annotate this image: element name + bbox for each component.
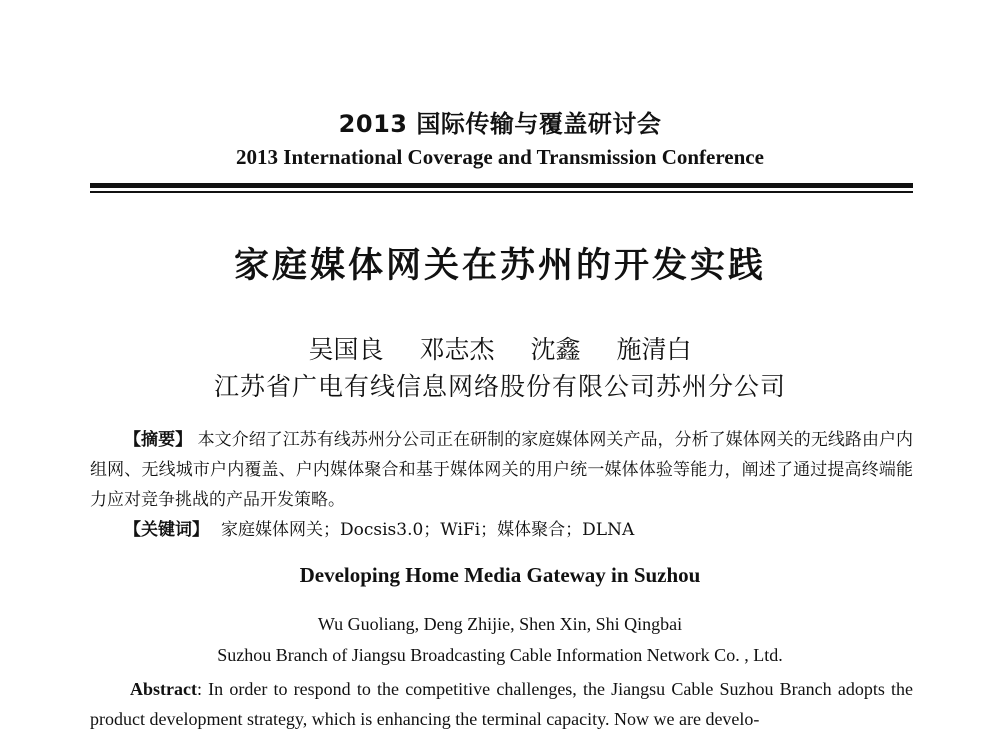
affiliation-cn: 江苏省广电有线信息网络股份有限公司苏州分公司 [213, 372, 786, 401]
header-rule-thick [90, 183, 913, 188]
conference-title-en: 2013 International Coverage and Transmission Conference [236, 145, 764, 169]
authors-en: Wu Guoliang, Deng Zhijie, Shen Xin, Shi Qingbai [317, 614, 683, 634]
abstract-en-text: In order to respond to the competitive challenges, the Jiangsu Cable Suzhou Branch adopts the product development strategy, which is enhancing the terminal capacity. Now we are develo- [90, 679, 913, 729]
abstract-cn-label: 【摘要】 [124, 430, 193, 450]
header-rule-thin [90, 191, 913, 193]
keywords-cn-label: 【关键词】 [124, 520, 209, 540]
paper-title-cn: 家庭媒体网关在苏州的开发实践 [233, 246, 766, 286]
paper-title-en: Developing Home Media Gateway in Suzhou [299, 563, 701, 587]
keywords-cn [124, 515, 913, 545]
authors-cn [0, 330, 1000, 366]
affiliation-en: Suzhou Branch of Jiangsu Broadcasting Cable Information Network Co. , Ltd. [217, 645, 783, 665]
author-cn: 施清白 [616, 335, 692, 364]
keywords-cn-text: 家庭媒体网关；Docsis3.0；WiFi；媒体聚合；DLNA [221, 520, 635, 540]
abstract-cn [90, 425, 913, 515]
abstract-cn-text: 本文介绍了江苏有线苏州分公司正在研制的家庭媒体网关产品，分析了媒体网关的无线路由户内组网、无线城市户内覆盖、户内媒体聚合和基于媒体网关的用户统一媒体体验等能力，阐述了通过提高终端能力应对竞争挑战的产品开发策略。 [90, 430, 914, 510]
abstract-en: Abstract: In order to respond to the competitive challenges, the Jiangsu Cable Suzhou Branch adopts the product development strategy, which is enhancing the terminal capacity. Now we are develo- [90, 679, 913, 729]
author-cn: 沈鑫 [530, 335, 581, 364]
conference-title-cn: 2013 国际传输与覆盖研讨会 [338, 110, 662, 138]
author-cn: 吴国良 [308, 335, 384, 364]
author-cn: 邓志杰 [419, 335, 495, 364]
abstract-en-label: Abstract [130, 679, 197, 699]
